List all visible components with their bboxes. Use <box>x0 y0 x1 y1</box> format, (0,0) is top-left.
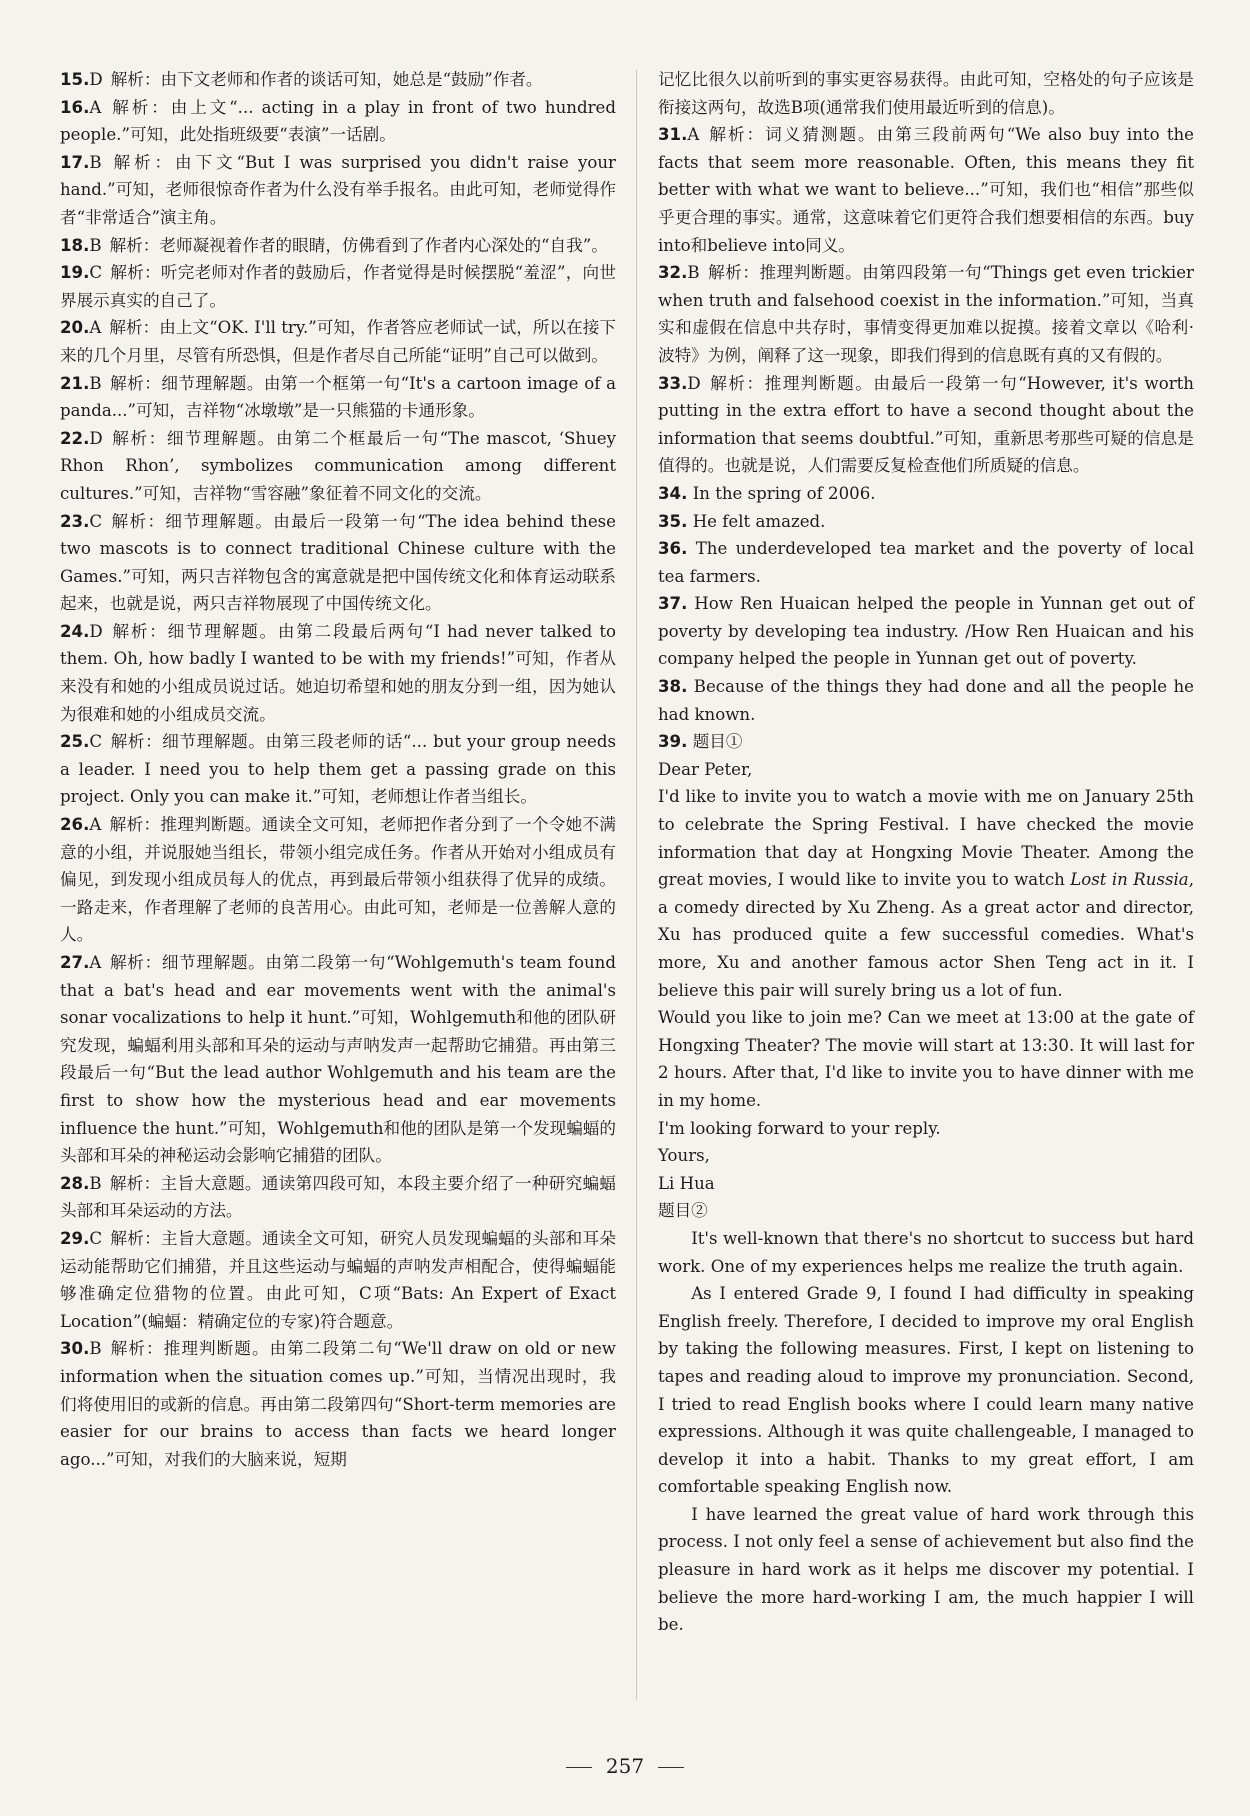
answer-text: In the spring of 2006. <box>692 483 876 503</box>
answer-letter: C <box>89 732 103 752</box>
answer-item <box>60 232 616 260</box>
question-number: 33. <box>658 373 688 393</box>
question-number: 29. <box>60 1228 90 1248</box>
explanation-text: 解析：推理判断题。通读全文可知，老师把作者分到了一个令她不满意的小组，并说服她当组长，带领小组完成任务。作者从开始对小组成员有偏见，到发现小组成员每人的优点，再到最后带领小组获得了优异的成绩。一路走来，作者理解了老师的良苦用心。由此可知，老师是一位善解人意的人。 <box>60 815 616 945</box>
answer-item <box>60 508 616 618</box>
answer-item <box>658 259 1194 369</box>
explanation-text: 解析：细节理解题。由第二个框最后一句“The mascot, ‘Shuey Rhon Rhon’, symbolizes communication among different cultures.”可知，吉祥物“雪容融”象征着不同文化的交流。 <box>60 428 616 503</box>
question-number: 34. <box>658 483 688 503</box>
answer-letter: C <box>89 263 103 283</box>
explanation-text: 解析：听完老师对作者的鼓励后，作者觉得是时候摆脱“羞涩”，向世界展示真实的自己了。 <box>60 263 616 310</box>
essay-paragraph: As I entered Grade 9, I found I had difficulty in speaking English freely. Therefore, I decided to improve my oral English by taking the following measures. First, I kept on listening to tapes and reading aloud to improve my pronunciation. Second, I tried to read English books where I could learn many native expressions. Although it was quite challengeable, I managed to develop it into a habit. Thanks to my great effort, I am comfortable speaking English now. <box>658 1284 1194 1497</box>
task-title: 题目① <box>692 732 743 752</box>
explanation-text: 解析：由下文“But I was surprised you didn't raise your hand.”可知，老师很惊奇作者为什么没有举手报名。由此可知，老师觉得作者“非常适合”演主角。 <box>60 152 616 227</box>
answer-text: He felt amazed. <box>692 511 826 531</box>
answer-item <box>658 590 1194 673</box>
explanation-text: 解析：主旨大意题。通读第四段可知，本段主要介绍了一种研究蝙蝠头部和耳朵运动的方法。 <box>60 1173 616 1221</box>
essay-paragraph: It's well-known that there's no shortcut to success but hard work. One of my experiences helps me realize the truth again. <box>658 1228 1194 1276</box>
letter-paragraph: I'm looking forward to your reply. <box>658 1118 941 1138</box>
answer-letter: D <box>89 70 103 89</box>
explanation-text: 解析：由上文“OK. I'll try.”可知，作者答应老师试一试，所以在接下来的几个月里，尽管有所恐惧，但是作者尽自己所能“证明”自己可以做到。 <box>60 318 616 365</box>
answer-item <box>658 508 1194 536</box>
question-number: 22. <box>60 428 90 448</box>
answer-letter: A <box>89 953 102 972</box>
answer-item <box>60 618 616 728</box>
question-number: 26. <box>60 815 90 835</box>
question-number: 31. <box>658 125 688 145</box>
answer-letter: C <box>89 511 103 531</box>
page-number <box>0 1754 1250 1778</box>
movie-title: Lost in Russia <box>1070 870 1189 890</box>
task-title: 题目② <box>658 1201 708 1221</box>
letter-closing: Yours, <box>658 1146 710 1166</box>
question-number: 19. <box>60 263 90 283</box>
letter-signature: Li Hua <box>658 1173 715 1193</box>
question-number: 36. <box>658 539 688 559</box>
answer-letter: B <box>89 235 102 255</box>
answer-item <box>60 370 616 425</box>
answer-item <box>60 66 616 94</box>
question-number: 38. <box>658 677 688 697</box>
answer-item <box>658 673 1194 728</box>
letter-text: I'd like to invite you to watch a movie with me on January 25th to celebrate the Spring Festival. I have checked the movie information that day at Hongxing Movie Theater. Among the great movies, I would like to invite you to watch <box>658 787 1194 890</box>
explanation-text: 解析：由上文“... acting in a play in front of two hundred people.”可知，此处指班级要“表演”一话剧。 <box>60 97 616 145</box>
question-number: 35. <box>658 511 688 531</box>
question-number: 37. <box>658 594 688 614</box>
answer-item <box>60 811 616 949</box>
dash-right <box>658 1767 684 1768</box>
writing-task-39 <box>658 728 1194 1639</box>
answer-letter: B <box>89 373 102 393</box>
explanation-text: 解析：主旨大意题。通读全文可知，研究人员发现蝙蝠的头部和耳朵运动能帮助它们捕猎，并且这些运动与蝙蝠的声呐发声相配合，使得蝙蝠能够准确定位猎物的位置。由此可知，C项“Bats: An Expert of Exact Location”(蝙蝠：精确定位的专家)符合题意。 <box>60 1228 616 1331</box>
answer-letter: B <box>89 1173 102 1193</box>
answer-item <box>60 728 616 811</box>
dash-left <box>566 1767 592 1768</box>
question-number: 18. <box>60 235 90 255</box>
letter-text: , a comedy directed by Xu Zheng. As a great actor and director, Xu has produced quite a few successful comedies. What's more, Xu and another famous actor Shen Teng act in it. I believe this pair will surely bring us a lot of fun. <box>658 870 1194 1000</box>
explanation-text: 解析：细节理解题。由第三段老师的话“... but your group needs a leader. I need you to help them get a passing grade on this project. Only you can make it.”可知，老师想让作者当组长。 <box>60 732 616 807</box>
answer-letter: B <box>89 152 102 172</box>
question-number: 28. <box>60 1173 90 1193</box>
letter-paragraph: Would you like to join me? Can we meet at 13:00 at the gate of Hongxing Theater? The movie will start at 13:30. It will last for 2 hours. After that, I'd like to invite you to have dinner with me in my home. <box>658 1008 1194 1110</box>
column-divider <box>636 70 637 1700</box>
explanation-text: 解析：细节理解题。由最后一段第一句“The idea behind these two mascots is to connect traditional Chinese culture with the Games.”可知，两只吉祥物包含的寓意就是把中国传统文化和体育运动联系起来，也就是说，两只吉祥物展现了中国传统文化。 <box>60 511 616 614</box>
question-number: 25. <box>60 732 90 752</box>
explanation-text: 解析：推理判断题。由第二段第二句“We'll draw on old or new information when the situation comes up.”可知，当情况出现时，我们将使用旧的或新的信息。再由第二段第四句“Short-term memories are easier for our brains to access than facts we heard longer ago...”可知，对我们的大脑来说，短期 <box>60 1339 616 1469</box>
page-number-text: 257 <box>605 1754 645 1778</box>
question-number: 32. <box>658 263 688 283</box>
left-column <box>60 66 616 1473</box>
answer-item <box>60 1170 616 1225</box>
question-number: 39. <box>658 732 688 752</box>
explanation-text: 解析：由下文老师和作者的谈话可知，她总是“鼓励”作者。 <box>110 70 543 89</box>
answer-item <box>60 1335 616 1473</box>
answer-item <box>658 480 1194 508</box>
explanation-text: 解析：词义猜测题。由第三段前两句“We also buy into the facts that seem more reasonable. Often, this means they fit better with what we want to believe...”可知，我们也“相信”那些似乎更合理的事实。通常，这意味着它们更符合我们想要相信的东西。buy into和believe into同义。 <box>658 125 1194 255</box>
answer-letter: C <box>89 1228 103 1248</box>
answer-text: The underdeveloped tea market and the poverty of local tea farmers. <box>658 539 1195 586</box>
explanation-text: 解析：老师凝视着作者的眼睛，仿佛看到了作者内心深处的“自我”。 <box>109 235 608 255</box>
explanation-text: 解析：细节理解题。由第二段最后两句“I had never talked to them. Oh, how badly I wanted to be with my friends!”可知，作者从来没有和她的小组成员说过话。她迫切希望和她的朋友分到一组，因为她认为很难和她的小组成员交流。 <box>60 621 616 724</box>
answer-item <box>658 535 1194 590</box>
answer-letter: A <box>89 97 102 117</box>
answer-text: How Ren Huaican helped the people in Yunnan get out of poverty by developing tea industry. /How Ren Huaican and his company helped the people in Yunnan get out of poverty. <box>658 594 1194 669</box>
explanation-text: 解析：推理判断题。由最后一段第一句“However, it's worth putting in the extra effort to have a second thought about the information that seems doubtful.”可知，重新思考那些可疑的信息是值得的。也就是说，人们需要反复检查他们所质疑的信息。 <box>658 373 1194 476</box>
answer-letter: A <box>89 815 102 835</box>
essay-paragraph: I have learned the great value of hard work through this process. I not only feel a sense of achievement but also find the pleasure in hard work as it helps me discover my potential. I believe the more hard-working I am, the much happier I will be. <box>658 1504 1194 1635</box>
answer-letter: D <box>89 428 103 448</box>
question-number: 30. <box>60 1339 90 1359</box>
answer-item <box>60 94 616 149</box>
question-number: 16. <box>60 97 90 117</box>
right-column <box>658 66 1194 1639</box>
answer-letter: B <box>89 1339 102 1359</box>
answer-item <box>60 1225 616 1335</box>
question-number: 21. <box>60 373 90 393</box>
answer-letter: A <box>89 318 102 338</box>
question-number: 15. <box>60 70 90 89</box>
question-number: 23. <box>60 511 90 531</box>
question-number: 24. <box>60 621 90 641</box>
explanation-text: 解析：细节理解题。由第二段第一句“Wohlgemuth's team found that a bat's head and ear movements went with the animal's sonar vocalizations to help it hunt.”可知，Wohlgemuth和他的团队研究发现，蝙蝠利用头部和耳朵的运动与声呐发声一起帮助它捕猎。再由第三段最后一句“But the lead author Wohlgemuth and his team are the first to show how the mysterious head and ear movements influence the hunt.”可知，Wohlgemuth和他的团队是第一个发现蝙蝠的头部和耳朵的神秘运动会影响它捕猎的团队。 <box>60 953 616 1166</box>
continued-explanation: 记忆比很久以前听到的事实更容易获得。由此可知，空格处的句子应该是衔接这两句，故选B项(通常我们使用最近听到的信息)。 <box>658 70 1194 117</box>
answer-item <box>60 259 616 314</box>
answer-item <box>60 149 616 232</box>
letter-salutation: Dear Peter, <box>658 759 753 779</box>
question-number: 27. <box>60 953 90 972</box>
answer-item <box>60 425 616 508</box>
answer-letter: A <box>687 125 700 145</box>
answer-item <box>60 949 616 1170</box>
letter-paragraph <box>658 783 1194 1004</box>
explanation-text: 解析：推理判断题。由第四段第一句“Things get even trickier when truth and falsehood coexist in the information.”可知，当真实和虚假在信息中共存时，事情变得更加难以捉摸。接着文章以《哈利·波特》为例，阐释了这一现象，即我们得到的信息既有真的又有假的。 <box>658 263 1194 365</box>
answer-item <box>658 121 1194 259</box>
explanation-text: 解析：细节理解题。由第一个框第一句“It's a cartoon image of a panda...”可知，吉祥物“冰墩墩”是一只熊猫的卡通形象。 <box>60 373 616 421</box>
task-heading <box>658 728 1194 756</box>
answer-item <box>60 314 616 369</box>
question-number: 17. <box>60 152 90 172</box>
answer-letter: B <box>687 263 700 283</box>
answer-text: Because of the things they had done and all the people he had known. <box>658 677 1194 724</box>
question-number: 20. <box>60 318 90 338</box>
answer-letter: D <box>687 373 701 393</box>
answer-item <box>658 370 1194 480</box>
answer-letter: D <box>89 621 103 641</box>
